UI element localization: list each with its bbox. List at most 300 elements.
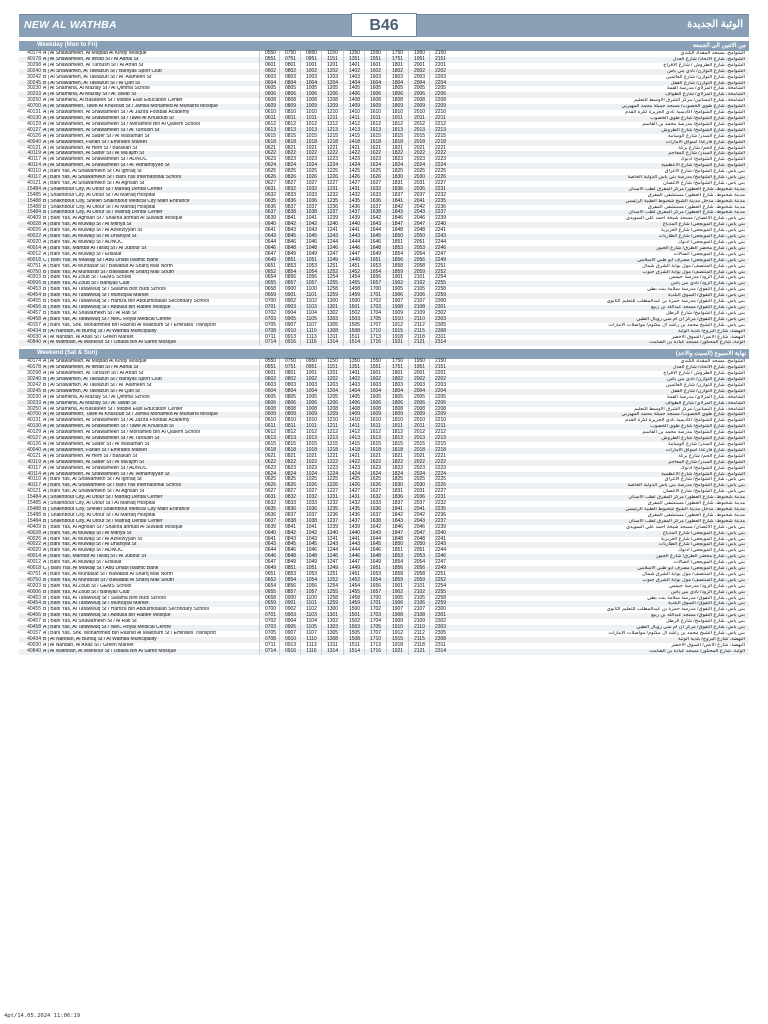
- departure-time: 1204: [321, 389, 343, 395]
- stop-name-arabic: بني ياس، شارع الزود/ نادي بني ياس: [671, 281, 745, 287]
- departure-time: 1801: [386, 371, 408, 377]
- departure-time: 2236: [429, 513, 451, 519]
- stop-name-arabic: بني ياس، شارع الشوامخ/ شارع الاغصان: [663, 489, 745, 495]
- stop-code: 40454: [27, 292, 41, 299]
- stop-name: A | Al Shamkha, Al Basateen St / Middle East Education Center: [43, 406, 183, 412]
- stop-name: B | Bani Yas, Al Shawamekh St / Al Ratl St: [43, 310, 137, 316]
- departure-time: 1603: [364, 383, 386, 389]
- stop-name: B | Al Shawamkh, Al Tawazun St / Al Qafl St: [43, 80, 140, 86]
- stop-code: 30242: [27, 381, 41, 388]
- departure-time: 1843: [386, 519, 408, 525]
- stop-name-arabic: بني ياس، شارع الشوامخ/ شارع الاغصان: [663, 180, 745, 186]
- departure-time: 1236: [321, 205, 343, 211]
- departure-time: 0640: [259, 531, 281, 537]
- departure-time: 1235: [321, 507, 343, 513]
- stop-name: B | Bani Yas, Al Tafawwuq St / Abdulla bin Rabee Mosque: [43, 304, 171, 310]
- departure-time: 0632: [259, 501, 281, 507]
- stop-name-arabic: الشامخة، شارع المزلاي/ مدرسة القمة: [666, 86, 745, 92]
- departure-time: 1008: [300, 407, 322, 413]
- departure-time: 1041: [300, 525, 322, 531]
- stop-name-arabic: بني ياس، شارع الزود/ نادي بني ياس: [671, 589, 745, 595]
- departure-time: 0644: [259, 548, 281, 554]
- departure-time: 1254: [321, 275, 343, 281]
- stop-name: A | Bani Yas, Mahdar Al Taraq St / Al Jubour St: [43, 245, 147, 251]
- stop-code: 40022: [27, 233, 41, 240]
- departure-time: 2106: [408, 601, 430, 607]
- departure-time: 2003: [408, 75, 430, 81]
- stop-name-arabic: الشوامخ، شارع الشوامخ/ اكاديمية نادي الجزيرة لكرة القدم: [625, 110, 745, 116]
- departure-time: 2201: [429, 371, 451, 377]
- departure-time: 1608: [364, 407, 386, 413]
- departure-time: 0601: [259, 371, 281, 377]
- departure-time: 2300: [429, 607, 451, 613]
- departure-time: 2018: [408, 140, 430, 146]
- stop-name: A | Al Shawamekh, Al Shawamekh St / ADNOC: [43, 465, 148, 471]
- departure-time: 2050: [408, 542, 430, 548]
- stop-name: B | Shakhbout City, Sheikh Shakhbout Medical City Main Entrance: [43, 198, 190, 204]
- stop-code: 40020: [27, 239, 41, 245]
- departure-time: 1823: [386, 466, 408, 472]
- departure-time: 2009: [408, 104, 430, 110]
- departure-time: 0836: [279, 199, 301, 205]
- departure-time: 1351: [343, 57, 365, 63]
- stop-code: 40840: [27, 647, 41, 654]
- stop-code: 40454: [27, 600, 41, 607]
- departure-time: 2209: [429, 412, 451, 418]
- departure-time: 1648: [364, 246, 386, 252]
- departure-time: 1637: [364, 513, 386, 519]
- departure-time: 1825: [386, 169, 408, 175]
- stop-name-arabic: الشامخة، شارع البساتين/ مركز الشرق الاوسط للتعليم: [634, 98, 745, 104]
- departure-time: 1113: [300, 643, 322, 649]
- departure-time: 0802: [279, 69, 301, 75]
- departure-time: 2047: [408, 531, 430, 537]
- departure-time: 1107: [300, 631, 322, 637]
- stop-name: A | Bani Yas, Al Shawamekh St / Al Ighraq St: [43, 169, 142, 175]
- departure-time: 0615: [259, 442, 281, 448]
- stop-code: 30230: [27, 85, 41, 92]
- departure-time: 1950: [408, 359, 430, 365]
- departure-time: 1441: [343, 537, 365, 543]
- departure-time: 2221: [429, 454, 451, 460]
- stop-code: 40018: [27, 256, 41, 263]
- departure-time: 1102: [300, 607, 322, 613]
- departure-time: 0826: [279, 483, 301, 489]
- departure-time: 2249: [429, 566, 451, 572]
- departure-time: 1424: [343, 163, 365, 169]
- stop-code: 40117: [27, 156, 41, 163]
- stop-code: 40456: [27, 612, 41, 619]
- departure-time: 2042: [408, 205, 430, 211]
- departure-time: 0904: [279, 619, 301, 625]
- departure-time: 0626: [259, 483, 281, 489]
- departure-time: 0854: [279, 270, 301, 276]
- stop-code: 40030: [27, 333, 41, 340]
- departure-time: 1646: [364, 548, 386, 554]
- stop-name: C | Bani Yas, Al Muwaiji St / Abu Dhabi Islamic Bank: [43, 566, 159, 572]
- departure-time: 0701: [259, 613, 281, 619]
- departure-time: 2022: [408, 151, 430, 157]
- stop-name: A | Al Shawamekh, Al Sader St / Al Wasamah St: [43, 133, 150, 139]
- departure-time: 1808: [386, 98, 408, 104]
- departure-time: 1404: [343, 389, 365, 395]
- departure-time: 1251: [321, 264, 343, 270]
- departure-time: 0846: [279, 548, 301, 554]
- departure-time: 2211: [429, 116, 451, 122]
- stop-code: 40458: [27, 624, 41, 631]
- departure-time: 1436: [343, 205, 365, 211]
- departure-time: 0700: [259, 607, 281, 613]
- departure-time: 1205: [321, 86, 343, 92]
- stop-name: A | Bani Yas, Al Tafawwuq St / NMC Royal Medical Centre: [43, 625, 172, 631]
- departure-time: 1013: [300, 436, 322, 442]
- departure-time: 0837: [279, 513, 301, 519]
- departure-time: 1236: [321, 513, 343, 519]
- stop-code: 40006: [27, 280, 41, 287]
- departure-time: 1645: [364, 542, 386, 548]
- departure-time: 0813: [279, 436, 301, 442]
- departure-time: 0901: [279, 601, 301, 607]
- stop-name-arabic: الشوامخ، شارع طوي الخصوب/ مسجد جميلة محمد المهيربي: [621, 412, 745, 418]
- departure-time: 1301: [321, 305, 343, 311]
- departure-time: 1716: [364, 340, 386, 346]
- stop-name-arabic: بني ياس، شارع المويجعي/ شارع العزيزية: [660, 228, 745, 234]
- departure-time: 1212: [321, 430, 343, 436]
- departure-time: 1406: [343, 401, 365, 407]
- stop-code: 15485: [27, 191, 41, 198]
- departure-time: 1151: [321, 365, 343, 371]
- departure-time: 0833: [279, 193, 301, 199]
- departure-time: 2246: [429, 246, 451, 252]
- departure-time: 2053: [408, 246, 430, 252]
- stop-name: B | Bani Yas, Al Muntasaf St / Bawabat Al Sharq Mall South: [43, 577, 174, 583]
- departure-time: 2041: [408, 507, 430, 513]
- departure-time: 1452: [343, 578, 365, 584]
- stop-name-arabic: بني ياس، شارع المويجعي/ ادنوك: [677, 240, 745, 245]
- departure-time: 2101: [408, 275, 430, 281]
- section-table: [19, 51, 749, 346]
- departure-time: 1636: [364, 507, 386, 513]
- departure-time: 1500: [343, 299, 365, 305]
- departure-time: 2053: [408, 554, 430, 560]
- stop-code: 40434: [27, 327, 41, 334]
- departure-time: 1901: [386, 584, 408, 590]
- departure-time: 0916: [279, 340, 301, 346]
- departure-time: 1204: [321, 81, 343, 87]
- departure-time: 2301: [429, 305, 451, 311]
- departure-time: 1305: [321, 631, 343, 637]
- departure-time: 1408: [343, 98, 365, 104]
- departure-time: 0631: [259, 495, 281, 501]
- stop-name: A | Al Shamkha, Al Basateen St / Middle East Education Center: [43, 98, 183, 104]
- departure-time: 2054: [408, 560, 430, 566]
- stop-name-arabic: بني ياس، شارع الشيخ محمد بن راشد آل مكتوم/ مواصلات الامارات: [608, 322, 745, 328]
- departure-time: 1302: [321, 619, 343, 625]
- departure-time: 1858: [386, 572, 408, 578]
- stop-name: A | Bani Yas, Al Muwaiji St / Al Dhaniyat St: [43, 234, 137, 240]
- stop-name: A | Bani Yas, Shk. Mohammed Bin Rashid Al Maktoum St / Emirates Transport: [43, 322, 216, 328]
- departure-time: 2010: [408, 418, 430, 424]
- departure-time: 2210: [429, 110, 451, 116]
- departure-time: 0801: [279, 63, 301, 69]
- departure-time: 0640: [259, 222, 281, 228]
- departure-time: 0649: [259, 258, 281, 264]
- departure-time: 1409: [343, 412, 365, 418]
- stop-name: A | Bani Yas, Al Shawamekh St / Al Ighraq St: [43, 477, 142, 483]
- departure-time: 1447: [343, 560, 365, 566]
- timetable-sections: [19, 41, 749, 655]
- departure-time: 1023: [300, 466, 322, 472]
- departure-time: 1613: [364, 436, 386, 442]
- departure-time: 1625: [364, 169, 386, 175]
- departure-time: 1633: [364, 193, 386, 199]
- departure-time: 2150: [429, 51, 451, 57]
- departure-time: 1311: [321, 335, 343, 341]
- departure-time: 0823: [279, 466, 301, 472]
- stop-name: B | Shakhbout City, Al Utour St / Al Mafraq Hospital: [43, 512, 156, 518]
- stop-name: B | Shakhbout City, Sheikh Shakhbout Medical City Main Entrance: [43, 506, 190, 512]
- departure-time: 2259: [429, 601, 451, 607]
- stop-code: 40014: [27, 244, 41, 251]
- stop-name: A | Al Shawamekh, Al Hem St / Barakah St: [43, 453, 138, 459]
- departure-time: 1021: [300, 454, 322, 460]
- stop-code: 40129: [27, 120, 41, 127]
- departure-time: 2237: [429, 210, 451, 216]
- departure-time: 2105: [408, 287, 430, 293]
- stop-code: 40121: [27, 144, 41, 151]
- stop-code: 40020: [27, 547, 41, 554]
- stop-name-arabic: بني ياس، شارع المويجعي/ اتصالات: [673, 251, 745, 257]
- departure-time: 2235: [429, 199, 451, 205]
- departure-time: 0636: [259, 513, 281, 519]
- departure-time: 1813: [386, 128, 408, 134]
- departure-time: 0601: [259, 63, 281, 69]
- departure-time: 1643: [364, 531, 386, 537]
- departure-time: 2058: [408, 572, 430, 578]
- stop-name: B | Bani Yas, Al Tafawwuq St / Hamza Bin Abdulmotalab Secondary School: [43, 299, 209, 305]
- departure-time: 1038: [300, 210, 322, 216]
- departure-time: 0623: [259, 466, 281, 472]
- stop-name-arabic: بني ياس، شارع محضر الطرق/ شارع الجبور: [656, 245, 745, 251]
- stop-name: B | Shakhbout City, Al Utour St / Mafraq Dental Center: [43, 210, 163, 216]
- departure-time: 0751: [279, 365, 301, 371]
- departure-time: 2025: [408, 477, 430, 483]
- departure-time: 0659: [259, 293, 281, 299]
- departure-time: 2008: [408, 98, 430, 104]
- departure-time: 1409: [343, 104, 365, 110]
- stop-code: 40453: [27, 286, 41, 293]
- departure-time: 1809: [386, 104, 408, 110]
- departure-time: 1036: [300, 199, 322, 205]
- departure-time: 0639: [259, 216, 281, 222]
- departure-time: 1622: [364, 460, 386, 466]
- departure-time: 1418: [343, 448, 365, 454]
- stop-code: 40157: [27, 321, 41, 328]
- departure-time: 1418: [343, 140, 365, 146]
- departure-time: 1350: [343, 359, 365, 365]
- departure-time: 1412: [343, 430, 365, 436]
- departure-time: 0612: [259, 430, 281, 436]
- departure-time: 2224: [429, 163, 451, 169]
- departure-time: 0647: [259, 560, 281, 566]
- departure-time: 2109: [408, 619, 430, 625]
- departure-time: 1605: [364, 86, 386, 92]
- departure-time: 1311: [321, 643, 343, 649]
- departure-time: 2205: [429, 395, 451, 401]
- stop-name: A | Al Wathbah, Al Mahkour St / Obada Bin Al Samit Mosque: [43, 648, 177, 654]
- departure-time: 0805: [279, 86, 301, 92]
- departure-time: 0832: [279, 495, 301, 501]
- departure-time: 1843: [386, 210, 408, 216]
- stop-code: 40121: [27, 452, 41, 459]
- departure-time: 0652: [259, 270, 281, 276]
- departure-time: 2202: [429, 377, 451, 383]
- departure-time: 2239: [429, 525, 451, 531]
- departure-time: 2036: [408, 495, 430, 501]
- departure-time: 0843: [279, 537, 301, 543]
- departure-time: 2024: [408, 472, 430, 478]
- departure-time: 1443: [343, 542, 365, 548]
- departure-time: 2218: [429, 140, 451, 146]
- departure-time: 2202: [429, 69, 451, 75]
- stop-name-arabic: النهضة، شارع الانس/ السوق الاخضر: [671, 642, 745, 648]
- stop-code: 15484: [27, 494, 41, 501]
- stop-name: A | Bani Yas, Al Shawamekh St / Bani Yas International School: [43, 175, 181, 181]
- departure-time: 0618: [259, 140, 281, 146]
- stop-name-arabic: الشوامخ، شارع التوازن/ شارع العالمين: [665, 74, 745, 80]
- timetable-page: [19, 14, 749, 655]
- departure-time: 1314: [321, 340, 343, 346]
- departure-time: 1511: [343, 643, 365, 649]
- departure-time: 1803: [386, 383, 408, 389]
- departure-time: 1850: [386, 234, 408, 240]
- departure-time: 1247: [321, 252, 343, 258]
- departure-time: 1918: [386, 643, 408, 649]
- stop-name-arabic: بني ياس، شارع المويجعي/ شارع العزيزية: [660, 536, 745, 542]
- section-header: [19, 349, 749, 359]
- departure-time: 0654: [259, 584, 281, 590]
- departure-time: 0751: [279, 57, 301, 63]
- departure-time: 1303: [321, 625, 343, 631]
- departure-time: 0905: [279, 317, 301, 323]
- stop-name-arabic: بني ياس، شارع المويجعي/ مصرف ابو ظبي الاسلامي: [637, 566, 745, 572]
- stop-name-arabic: الشوامخ، شارع التوازن/ شارع القفل: [670, 388, 745, 394]
- departure-time: 2232: [429, 501, 451, 507]
- departure-time: 2305: [429, 323, 451, 329]
- stop-code: 40117: [27, 482, 41, 489]
- stop-code: 40040: [27, 446, 41, 453]
- departure-time: 1015: [300, 442, 322, 448]
- stop-name-arabic: بني ياس، شارع التفوق/ مركز ان ام سي رويال الطبي: [636, 625, 745, 631]
- departure-time: 0854: [279, 578, 301, 584]
- departure-time: 2056: [408, 258, 430, 264]
- departure-time: 2046: [408, 216, 430, 222]
- departure-time: 1056: [300, 275, 322, 281]
- departure-time: 1223: [321, 157, 343, 163]
- departure-time: 1102: [300, 299, 322, 305]
- departure-time: 1105: [300, 317, 322, 323]
- departure-time: 0902: [279, 607, 301, 613]
- departure-time: 1249: [321, 258, 343, 264]
- stop-code: 40127: [27, 435, 41, 442]
- departure-time: 2213: [429, 436, 451, 442]
- departure-time: 1831: [386, 489, 408, 495]
- departure-time: 1003: [300, 383, 322, 389]
- departure-time: 0627: [259, 181, 281, 187]
- departure-time: 1203: [321, 75, 343, 81]
- departure-time: 2259: [429, 293, 451, 299]
- departure-time: 1642: [364, 216, 386, 222]
- stop-code: 40203: [27, 274, 41, 281]
- stop-name: A | Bani Yas, Al Shawamekh St / Al Aghsan St: [43, 180, 145, 186]
- departure-time: 1223: [321, 466, 343, 472]
- departure-time: 1642: [364, 525, 386, 531]
- departure-time: 2021: [408, 146, 430, 152]
- stop-name-arabic: الشوامخ، مسجد المقداد الكندي: [680, 359, 745, 365]
- departure-time: 2118: [408, 643, 430, 649]
- stop-code: 30233: [27, 399, 41, 406]
- departure-time: 2226: [429, 483, 451, 489]
- departure-time: 1751: [386, 365, 408, 371]
- departure-time: 0636: [259, 205, 281, 211]
- departure-time: 2023: [408, 466, 430, 472]
- departure-time: 0853: [279, 264, 301, 270]
- departure-time: 1508: [343, 637, 365, 643]
- departure-time: 0652: [259, 578, 281, 584]
- departure-time: 0641: [259, 228, 281, 234]
- departure-time: 1422: [343, 151, 365, 157]
- stop-name-arabic: بني ياس، شارع الشوامخ/ مدرسة بني ياس الدولية الخاصة: [627, 483, 745, 489]
- departure-time: 1700: [364, 287, 386, 293]
- departure-time: 1422: [343, 460, 365, 466]
- departure-time: 0950: [300, 51, 322, 57]
- departure-time: 2218: [429, 448, 451, 454]
- stop-code: 40022: [27, 541, 41, 548]
- departure-time: 1602: [364, 377, 386, 383]
- departure-time: 1907: [386, 607, 408, 613]
- departure-time: 1503: [343, 317, 365, 323]
- stop-name-arabic: بني ياس، شارع الاغصان/ مسجد شيخة احمد علي السويدي: [626, 524, 745, 530]
- departure-time: 1251: [321, 572, 343, 578]
- departure-time: 1243: [321, 234, 343, 240]
- departure-time: 1351: [343, 365, 365, 371]
- departure-time: 2003: [408, 383, 430, 389]
- stop-name-arabic: الشوامخ، شارع الشوامخ/ شارع الاعظمية: [661, 471, 745, 477]
- departure-time: 1259: [321, 293, 343, 299]
- departure-time: 0845: [279, 234, 301, 240]
- departure-time: 0613: [259, 436, 281, 442]
- departure-time: 0602: [259, 69, 281, 75]
- departure-time: 1431: [343, 495, 365, 501]
- departure-time: 2015: [408, 442, 430, 448]
- departure-time: 1502: [343, 619, 365, 625]
- departure-time: 2203: [429, 383, 451, 389]
- departure-time: 0635: [259, 199, 281, 205]
- departure-time: 1902: [386, 281, 408, 287]
- departure-time: 1458: [343, 287, 365, 293]
- departure-time: 0646: [259, 554, 281, 560]
- stop-code: 40110: [27, 168, 41, 175]
- departure-time: 1912: [386, 323, 408, 329]
- departure-time: 0805: [279, 395, 301, 401]
- departure-time: 0632: [259, 193, 281, 199]
- stop-name: A | Al Shawamekh, Al Miqdad Al Kindy Mosque: [43, 359, 147, 365]
- stop-code: 15488: [27, 197, 41, 204]
- departure-time: 0842: [279, 531, 301, 537]
- departure-time: 0612: [259, 122, 281, 128]
- departure-time: 2021: [408, 454, 430, 460]
- departure-time: 0622: [259, 460, 281, 466]
